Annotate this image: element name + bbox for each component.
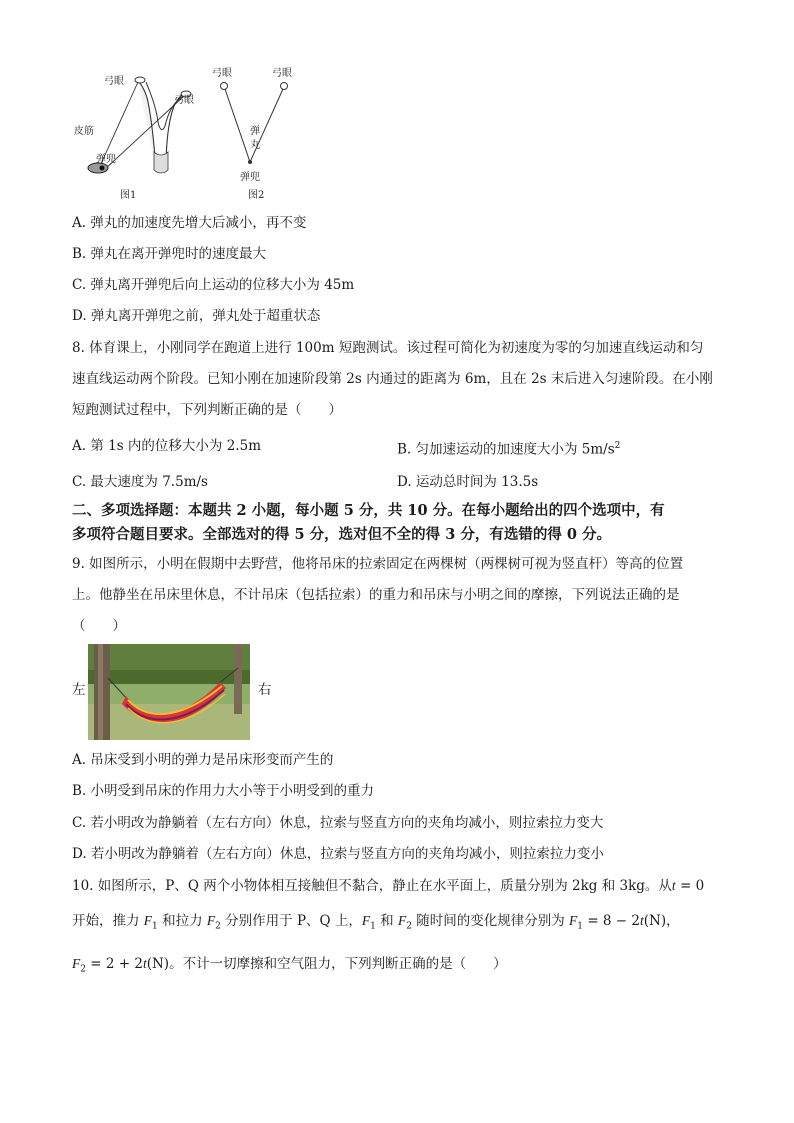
- q8-stem-line-1: 8. 体育课上，小刚同学在跑道上进行 100m 短跑测试。该过程可简化为初速度为零的匀加速直线运动和匀: [72, 340, 704, 356]
- fig1-caption: 图1: [120, 190, 137, 201]
- fig1-eye-left-label: 弓眼: [104, 76, 124, 87]
- q8-stem-line-3: 短跑测试过程中，下列判断正确的是（ ）: [72, 402, 342, 418]
- fig2-pouch-label: 弹兜: [240, 172, 260, 183]
- hammock-photo: [88, 644, 250, 740]
- fig2-eye-right-label: 弓眼: [272, 68, 292, 79]
- fig2-eye-left-label: 弓眼: [212, 68, 232, 79]
- q8-stem-line-2: 速直线运动两个阶段。已知小刚在加速阶段第 2s 内通过的距离为 6m，且在 2s 末后进入匀速阶段。在小刚: [72, 371, 713, 387]
- fig2-ball-label-1: 弹: [250, 126, 260, 137]
- photo-left-label: 左: [72, 682, 86, 698]
- slingshot-figures: [68, 62, 298, 202]
- photo-right-label: 右: [258, 682, 272, 698]
- q9-option-b: B. 小明受到吊床的作用力大小等于小明受到的重力: [72, 783, 375, 799]
- q9-stem-line-2: 上。他静坐在吊床里休息，不计吊床（包括拉索）的重力和吊床与小明之间的摩擦，下列说法正确的是: [72, 587, 680, 603]
- q10-stem-line-3: $F_2 = 2 + 2t(N)$。不计一切摩擦和空气阻力，下列判断正确的是（ ）: [72, 956, 507, 975]
- section-2-heading-line-2: 多项符合题目要求。全部选对的得 5 分，选对但不全的得 3 分，有选错的得 0 分。: [72, 526, 612, 543]
- figure-1-slingshot: [74, 75, 194, 201]
- q9-stem-line-3: （ ）: [72, 618, 126, 634]
- q9-option-d: D. 若小明改为静躺着（左右方向）休息，拉索与竖直方向的夹角均减小，则拉索拉力变小: [72, 846, 604, 862]
- q10-stem-line-2: 开始，推力 $F_1$ 和拉力 $F_2$ 分别作用于 P、Q 上，$F_1$ 和 $F_2$ 随时间的变化规律分别为 $F_1 = 8 - 2t(N)$，: [72, 913, 680, 932]
- fig1-pouch-label: 弹兜: [96, 154, 116, 165]
- q7-option-a: A. 弹丸的加速度先增大后减小，再不变: [72, 215, 307, 231]
- q9-option-a: A. 吊床受到小明的弹力是吊床形变而产生的: [72, 752, 334, 768]
- fig2-caption: 图2: [248, 190, 265, 201]
- fig1-eye-right-label: 弓眼: [174, 95, 194, 106]
- q8-option-b: B. 匀加速运动的加速度大小为 $5m/s^2$: [397, 441, 621, 458]
- q7-option-d: D. 弹丸离开弹兜之前，弹丸处于超重状态: [72, 308, 321, 324]
- q10-stem-line-1: 10. 如图所示，P、Q 两个小物体相互接触但不黏合，静止在水平面上，质量分别为 2kg 和 3kg。从t = 0: [72, 878, 705, 894]
- q8-option-a: A. 第 1s 内的位移大小为 2.5m: [72, 438, 261, 454]
- q9-option-c: C. 若小明改为静躺着（左右方向）休息，拉索与竖直方向的夹角均减小，则拉索拉力变大: [72, 815, 604, 831]
- q9-stem-line-1: 9. 如图所示，小明在假期中去野营，他将吊床的拉索固定在两棵树（两棵树可视为竖直杆）等高的位置: [72, 556, 684, 572]
- figure-2-diagram: [212, 67, 292, 201]
- fig2-ball-label-2: 丸: [250, 140, 260, 151]
- q8-option-c: C. 最大速度为 7.5m/s: [72, 474, 208, 490]
- q8-option-d: D. 运动总时间为 13.5s: [397, 474, 539, 490]
- q7-option-c: C. 弹丸离开弹兜后向上运动的位移大小为 45m: [72, 277, 355, 293]
- q7-option-b: B. 弹丸在离开弹兜时的速度最大: [72, 246, 267, 262]
- section-2-heading-line-1: 二、多项选择题：本题共 2 小题，每小题 5 分，共 10 分。在每小题给出的四个选项中，有: [72, 502, 665, 519]
- fig1-band-label: 皮筋: [74, 126, 94, 137]
